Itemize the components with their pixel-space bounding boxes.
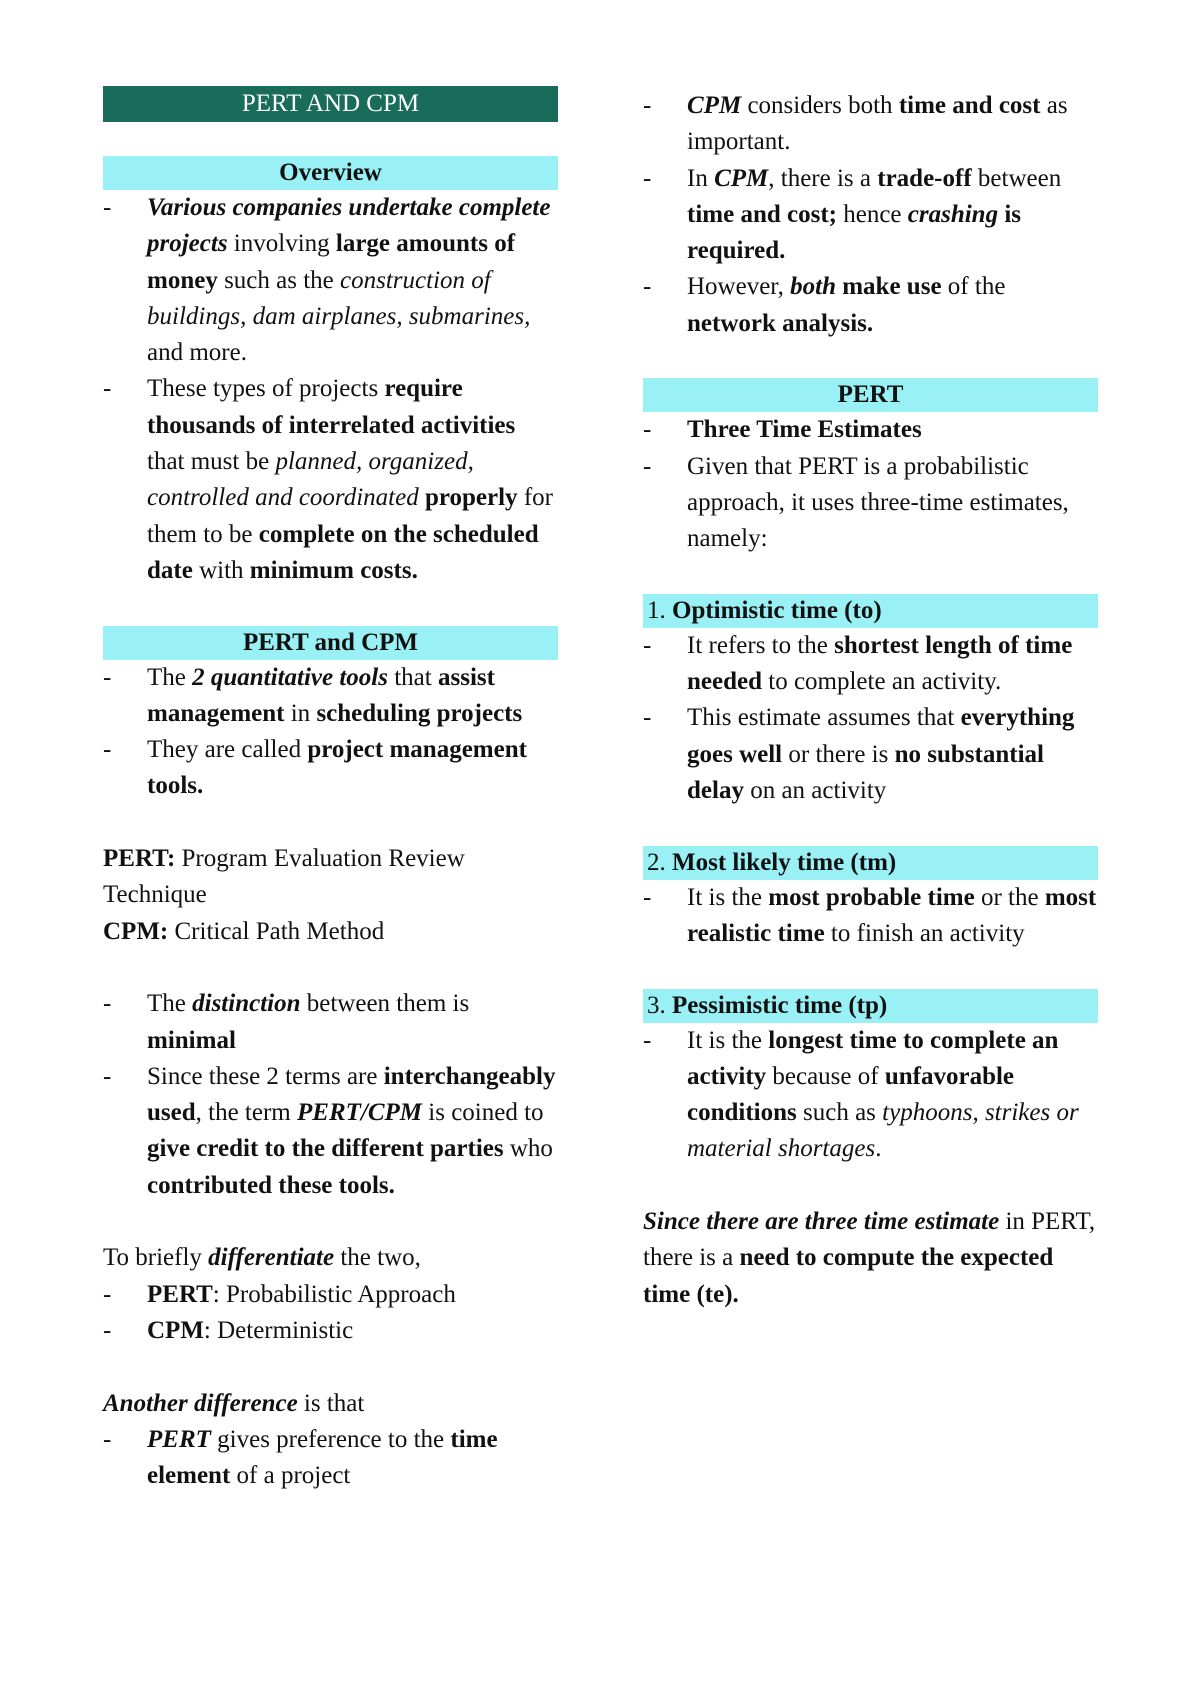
pert-cpm-bullet-1: - The 2 quantitative tools that assist management in scheduling projects [103,660,558,733]
overview-heading: Overview [103,156,558,190]
pert-bullet-2: - Given that PERT is a probabilistic approach, it uses three-time estimates, namely: [643,449,1098,558]
dash-marker: - [643,704,652,732]
dash-marker: - [103,375,112,403]
pert-bullet-1: - Three Time Estimates [643,412,1098,448]
pert-heading: PERT [643,378,1098,412]
dash-marker: - [643,92,652,119]
overview-bullet-2: - These types of projects require thousands of interrelated activities that must be planned, organized, controlled and coordinated properly for them to be complete on the scheduled date with minimum costs. [103,371,558,589]
dash-marker: - [103,1316,112,1344]
dash-marker: - [643,883,652,911]
differentiate-intro: To briefly differentiate the two, [103,1244,421,1272]
distinction-bullet-2: - Since these 2 terms are interchangeably used, the term PERT/CPM is coined to give credit to the different parties who contributed these tools. [103,1059,558,1204]
pert-definition: PERT: Program Evaluation Review Technique [103,845,465,909]
overview-bullet-1: - Various companies undertake complete projects involving large amounts of money such as the construction of buildings, dam airplanes, submarines, and more. [103,190,558,371]
closing-paragraph: Since there are three time estimate in PERT, there is a need to compute the expected time (te). [643,1208,1096,1308]
dash-marker: - [103,736,112,764]
document-title: PERT AND CPM [103,86,558,122]
dash-marker: - [643,273,652,301]
differentiate-bullet-cpm: - CPM: Deterministic [103,1313,558,1349]
pessimistic-bullet-1: - It is the longest time to complete an activity because of unfavorable conditions such as typhoons, strikes or material shortages. [643,1023,1098,1168]
most-likely-bullet-1: - It is the most probable time or the most realistic time to finish an activity [643,880,1098,953]
another-difference-bullet: - PERT gives preference to the time element of a project [103,1422,558,1495]
cpm-bullet-3: - However, both make use of the network analysis. [643,269,1098,342]
dash-marker: - [103,663,112,691]
dash-marker: - [103,1280,112,1308]
pert-cpm-bullet-2: - They are called project management tools. [103,732,558,805]
cpm-definition: CPM: Critical Path Method [103,917,385,945]
dash-marker: - [643,416,652,444]
cpm-bullet-2: - In CPM, there is a trade-off between time and cost; hence crashing is required. [643,161,1098,270]
most-likely-time-heading: 2. Most likely time (tm) [643,846,1098,880]
dash-marker: - [643,164,652,192]
another-difference-intro: Another difference is that [103,1389,365,1417]
right-column [643,0,1098,1313]
distinction-bullet-1: - The distinction between them is minimal [103,986,558,1059]
left-column [103,0,558,1494]
dash-marker: - [103,990,112,1018]
pessimistic-time-heading: 3. Pessimistic time (tp) [643,989,1098,1023]
pert-cpm-heading: PERT and CPM [103,626,558,660]
dash-marker: - [103,1062,112,1090]
cpm-bullet-1: - CPM considers both time and cost as important. [643,88,1098,161]
dash-marker: - [103,194,112,221]
dash-marker: - [643,452,652,480]
dash-marker: - [643,1026,652,1054]
optimistic-bullet-1: - It refers to the shortest length of time needed to complete an activity. [643,628,1098,701]
dash-marker: - [103,1425,112,1453]
dash-marker: - [643,631,652,659]
differentiate-bullet-pert: - PERT: Probabilistic Approach [103,1277,558,1313]
optimistic-time-heading: 1. Optimistic time (to) [643,594,1098,628]
optimistic-bullet-2: - This estimate assumes that everything goes well or there is no substantial delay on an activity [643,700,1098,809]
